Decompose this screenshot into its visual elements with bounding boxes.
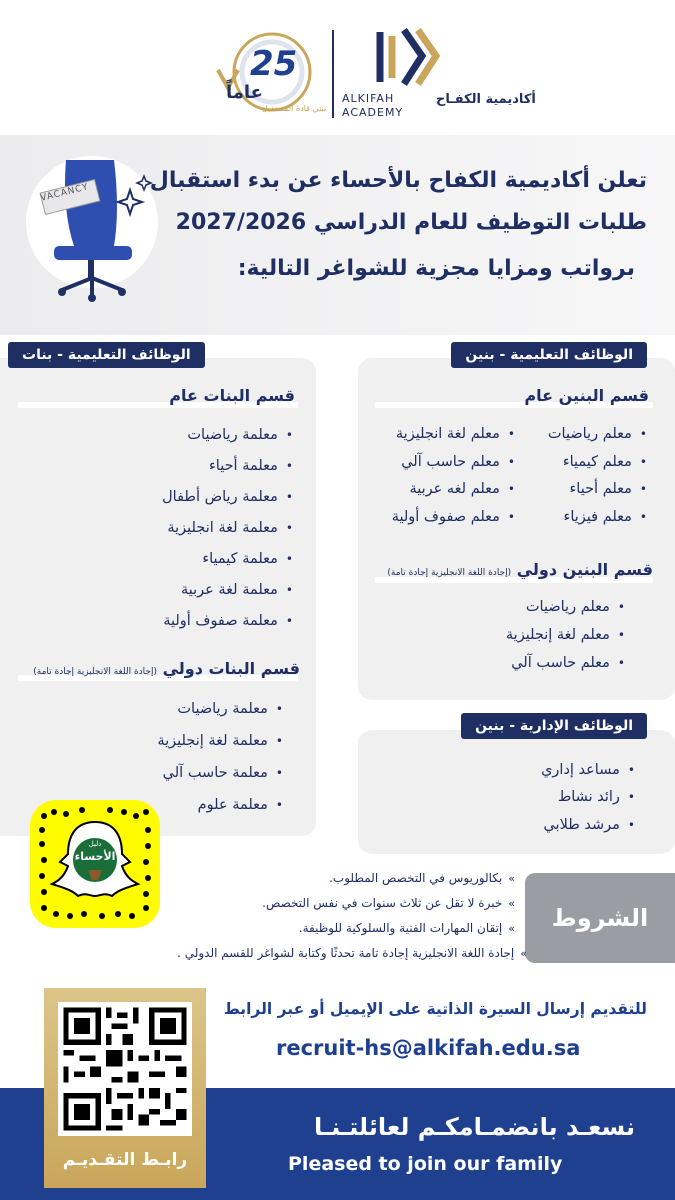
condition-item: » إجادة اللغة الانجليزية إجادة تامة تحدثًا وكتابة لشواغر للقسم الدولي . (177, 946, 527, 960)
boys-admin-pill: الوظائف الإدارية - بنين (461, 713, 647, 739)
boys-general-item: • معلم حاسب آلي (401, 455, 515, 470)
boys-admin-item: • رائد نشاط (558, 790, 635, 805)
girls-teaching-pill: الوظائف التعليمية - بنات (8, 342, 205, 368)
boys-intl-item: • معلم لغة إنجليزية (506, 628, 625, 643)
snapcode-line-1: دليل (88, 840, 102, 848)
girls-general-item: • معلمة صفوف أولية (163, 614, 293, 629)
boys-admin-item: • مرشد طلابي (543, 818, 635, 833)
vacancy-chair-icon (22, 150, 162, 310)
girls-general-item: • معلمة أحياء (209, 459, 293, 474)
boys-intl-title (387, 560, 653, 579)
boys-general-item: • معلم كيمياء (563, 455, 647, 470)
girls-intl-note: (إجادة اللغة الانجليزية إجادة تامة) (33, 667, 157, 677)
qr-code[interactable] (58, 1002, 192, 1136)
boys-general-item: • معلم لغة انجليزية (396, 427, 515, 442)
boys-intl-item: • معلم حاسب آلي (511, 656, 625, 671)
girls-intl-item: • معلمة علوم (198, 798, 283, 813)
boys-general-item: • معلم صفوف أولية (392, 510, 515, 525)
girls-intl-item: • معلمة رياضيات (177, 702, 283, 717)
qr-code-icon (58, 1002, 192, 1136)
announcement-line-3: برواتب ومزايا مجزية للشواغر التالية: (237, 256, 635, 281)
announcement-line-1: تعلن أكاديمية الكفاح بالأحساء عن بدء استقبال (149, 168, 647, 193)
qr-label: رابـط التقـديـم (62, 1150, 188, 1170)
boys-general-item: • معلم أحياء (569, 482, 647, 497)
condition-item: » بكالوريوس في التخصص المطلوب. (329, 871, 515, 885)
girls-general-item: • معلمة رياضيات (187, 428, 293, 443)
header (0, 0, 675, 135)
boys-general-item: • معلم رياضيات (548, 427, 647, 442)
girls-general-item: • معلمة لغة انجليزية (167, 521, 293, 536)
boys-intl-item: • معلم رياضيات (526, 600, 625, 615)
girls-general-item: • معلمة رياض أطفال (162, 490, 293, 505)
boys-general-item: • معلم فيزياء (564, 510, 647, 525)
girls-intl-item: • معلمة حاسب آلي (163, 766, 283, 781)
girls-general-title: قسم البنات عام (169, 386, 295, 405)
girls-intl-title (33, 659, 300, 678)
logo-divider (332, 30, 334, 118)
conditions-label: الشروط (525, 873, 675, 963)
condition-item: » إتقان المهارات الفنية والسلوكية للوظيفة. (299, 921, 515, 935)
boys-general-title: قسم البنين عام (524, 386, 649, 405)
footer-english: Pleased to join our family (288, 1153, 563, 1175)
snapcode-dots-icon (30, 800, 160, 928)
anniversary-tagline: نبني قادة المستقبل (262, 104, 327, 113)
academy-en-line2: ACADEMY (342, 106, 404, 119)
snapcode-line-2: الأحساء (74, 850, 116, 863)
girls-intl-item: • معلمة لغة إنجليزية (157, 734, 283, 749)
announcement-line-2: طلبات التوظيف للعام الدراسي 2027/2026 (175, 210, 647, 235)
academy-en-line1: ALKIFAH (342, 92, 395, 105)
academy-name-ar: أكاديمية الكفـاح (436, 92, 536, 107)
boys-teaching-card (358, 358, 675, 700)
apply-email-link[interactable]: recruit-hs@alkifah.edu.sa (276, 1036, 581, 1060)
anniversary-word: عاماً (226, 82, 263, 103)
girls-general-item: • معلمة لغة عربية (181, 583, 293, 598)
boys-teaching-pill: الوظائف التعليمية - بنين (451, 342, 647, 368)
apply-instruction: للتقديم إرسال السيرة الذاتية على الإيميل أو عبر الرابط (223, 1000, 647, 1018)
alkifah-logo-icon (372, 26, 442, 88)
boys-general-item: • معلم لغه عربية (409, 482, 515, 497)
girls-general-item: • معلمة كيمياء (202, 552, 293, 567)
anniversary-number: 25 (250, 44, 298, 84)
vacancy-sign-text: VACANCY (39, 182, 90, 204)
condition-item: » خبرة لا تقل عن ثلاث سنوات في نفس التخصص. (262, 896, 515, 910)
boys-intl-note: (إجادة اللغة الانجليزية إجادة تامة) (387, 568, 512, 578)
snapcode[interactable] (30, 800, 160, 928)
academy-name-en (342, 92, 403, 120)
boys-admin-item: • مساعد إداري (541, 763, 635, 778)
footer-arabic: نسعـد بانضمـامكـم لعائلتـنـا (314, 1113, 635, 1141)
girls-intl-title-text: قسم البنات دولي (162, 659, 300, 678)
boys-intl-title-text: قسم البنين دولي (516, 560, 653, 579)
